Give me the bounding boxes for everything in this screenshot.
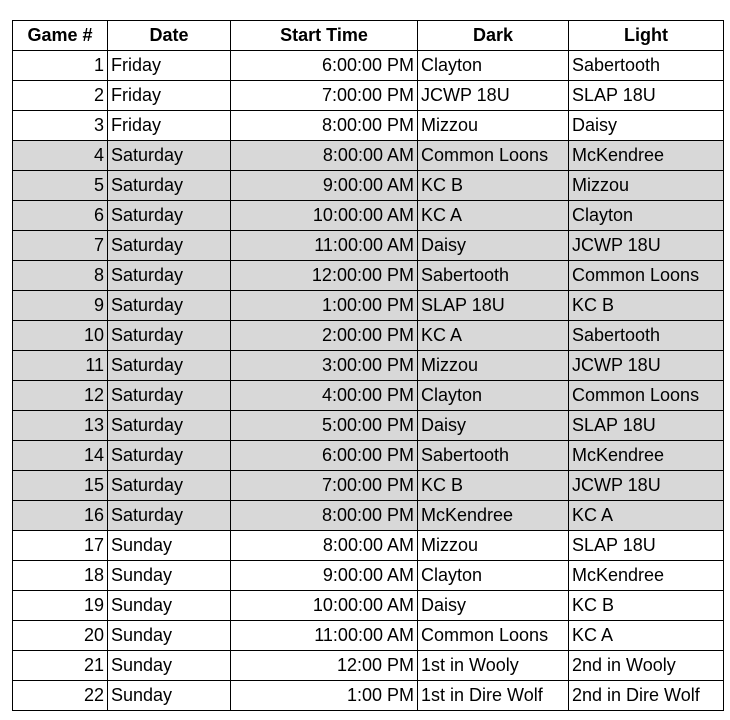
cell-start-time: 6:00:00 PM [231,51,418,81]
cell-game-number: 7 [13,231,108,261]
cell-start-time: 10:00:00 AM [231,201,418,231]
cell-dark-team: KC B [418,171,569,201]
cell-dark-team: Daisy [418,231,569,261]
cell-game-number: 4 [13,141,108,171]
cell-date: Saturday [108,471,231,501]
schedule-table [12,20,724,711]
table-row [13,291,724,321]
cell-start-time: 11:00:00 AM [231,621,418,651]
cell-date: Saturday [108,501,231,531]
cell-game-number: 15 [13,471,108,501]
cell-dark-team: McKendree [418,501,569,531]
cell-game-number: 10 [13,321,108,351]
cell-game-number: 13 [13,411,108,441]
header-start-time: Start Time [231,21,418,51]
header-dark: Dark [418,21,569,51]
cell-date: Sunday [108,651,231,681]
schedule-body [13,51,724,711]
cell-dark-team: KC A [418,201,569,231]
cell-start-time: 1:00:00 PM [231,291,418,321]
table-row [13,531,724,561]
cell-date: Sunday [108,621,231,651]
cell-dark-team: Common Loons [418,621,569,651]
cell-start-time: 2:00:00 PM [231,321,418,351]
cell-game-number: 19 [13,591,108,621]
cell-light-team: Sabertooth [569,321,724,351]
cell-light-team: 2nd in Wooly [569,651,724,681]
cell-game-number: 22 [13,681,108,711]
cell-light-team: McKendree [569,441,724,471]
table-row [13,471,724,501]
cell-light-team: Daisy [569,111,724,141]
cell-game-number: 9 [13,291,108,321]
cell-start-time: 6:00:00 PM [231,441,418,471]
cell-dark-team: SLAP 18U [418,291,569,321]
cell-date: Saturday [108,261,231,291]
cell-dark-team: Clayton [418,51,569,81]
cell-light-team: Mizzou [569,171,724,201]
table-row [13,591,724,621]
cell-date: Saturday [108,171,231,201]
cell-date: Friday [108,81,231,111]
cell-date: Saturday [108,141,231,171]
cell-light-team: KC B [569,591,724,621]
cell-game-number: 2 [13,81,108,111]
cell-game-number: 12 [13,381,108,411]
table-row [13,231,724,261]
cell-date: Saturday [108,291,231,321]
cell-light-team: McKendree [569,561,724,591]
cell-dark-team: Common Loons [418,141,569,171]
cell-game-number: 1 [13,51,108,81]
table-row [13,171,724,201]
cell-start-time: 7:00:00 PM [231,81,418,111]
header-game-number: Game # [13,21,108,51]
cell-light-team: JCWP 18U [569,231,724,261]
cell-start-time: 8:00:00 PM [231,111,418,141]
header-light: Light [569,21,724,51]
cell-start-time: 8:00:00 AM [231,531,418,561]
cell-date: Saturday [108,231,231,261]
table-row [13,321,724,351]
cell-light-team: 2nd in Dire Wolf [569,681,724,711]
table-row [13,261,724,291]
cell-start-time: 8:00:00 PM [231,501,418,531]
cell-light-team: SLAP 18U [569,411,724,441]
cell-game-number: 8 [13,261,108,291]
cell-light-team: McKendree [569,141,724,171]
cell-date: Sunday [108,681,231,711]
cell-date: Sunday [108,531,231,561]
cell-light-team: KC A [569,501,724,531]
cell-light-team: JCWP 18U [569,471,724,501]
cell-dark-team: Daisy [418,411,569,441]
cell-dark-team: Mizzou [418,111,569,141]
cell-light-team: SLAP 18U [569,531,724,561]
table-row [13,141,724,171]
cell-light-team: Common Loons [569,381,724,411]
cell-dark-team: Clayton [418,381,569,411]
table-row [13,81,724,111]
cell-dark-team: 1st in Wooly [418,651,569,681]
table-row [13,51,724,81]
cell-dark-team: Mizzou [418,351,569,381]
cell-date: Friday [108,111,231,141]
cell-light-team: Common Loons [569,261,724,291]
cell-date: Saturday [108,201,231,231]
cell-date: Sunday [108,561,231,591]
cell-date: Saturday [108,351,231,381]
cell-dark-team: 1st in Dire Wolf [418,681,569,711]
cell-game-number: 20 [13,621,108,651]
cell-light-team: KC B [569,291,724,321]
cell-date: Friday [108,51,231,81]
cell-start-time: 10:00:00 AM [231,591,418,621]
cell-date: Saturday [108,381,231,411]
cell-dark-team: JCWP 18U [418,81,569,111]
cell-dark-team: Clayton [418,561,569,591]
cell-start-time: 4:00:00 PM [231,381,418,411]
cell-start-time: 8:00:00 AM [231,141,418,171]
cell-game-number: 16 [13,501,108,531]
table-row [13,111,724,141]
cell-dark-team: Sabertooth [418,441,569,471]
cell-start-time: 12:00:00 PM [231,261,418,291]
cell-light-team: JCWP 18U [569,351,724,381]
table-row [13,621,724,651]
header-row [13,21,724,51]
table-row [13,351,724,381]
cell-dark-team: Mizzou [418,531,569,561]
cell-start-time: 12:00 PM [231,651,418,681]
table-row [13,651,724,681]
cell-game-number: 14 [13,441,108,471]
cell-start-time: 9:00:00 AM [231,561,418,591]
cell-light-team: SLAP 18U [569,81,724,111]
cell-start-time: 11:00:00 AM [231,231,418,261]
cell-dark-team: Daisy [418,591,569,621]
cell-start-time: 1:00 PM [231,681,418,711]
cell-dark-team: KC A [418,321,569,351]
cell-light-team: KC A [569,621,724,651]
cell-date: Saturday [108,441,231,471]
cell-start-time: 3:00:00 PM [231,351,418,381]
cell-date: Saturday [108,411,231,441]
table-row [13,381,724,411]
cell-date: Saturday [108,321,231,351]
cell-game-number: 18 [13,561,108,591]
header-date: Date [108,21,231,51]
table-row [13,561,724,591]
table-row [13,201,724,231]
cell-start-time: 9:00:00 AM [231,171,418,201]
table-row [13,501,724,531]
cell-dark-team: Sabertooth [418,261,569,291]
cell-dark-team: KC B [418,471,569,501]
cell-game-number: 6 [13,201,108,231]
cell-game-number: 21 [13,651,108,681]
cell-light-team: Sabertooth [569,51,724,81]
cell-game-number: 17 [13,531,108,561]
cell-game-number: 11 [13,351,108,381]
cell-game-number: 5 [13,171,108,201]
table-row [13,441,724,471]
cell-date: Sunday [108,591,231,621]
cell-light-team: Clayton [569,201,724,231]
cell-start-time: 5:00:00 PM [231,411,418,441]
cell-game-number: 3 [13,111,108,141]
table-row [13,681,724,711]
table-row [13,411,724,441]
cell-start-time: 7:00:00 PM [231,471,418,501]
